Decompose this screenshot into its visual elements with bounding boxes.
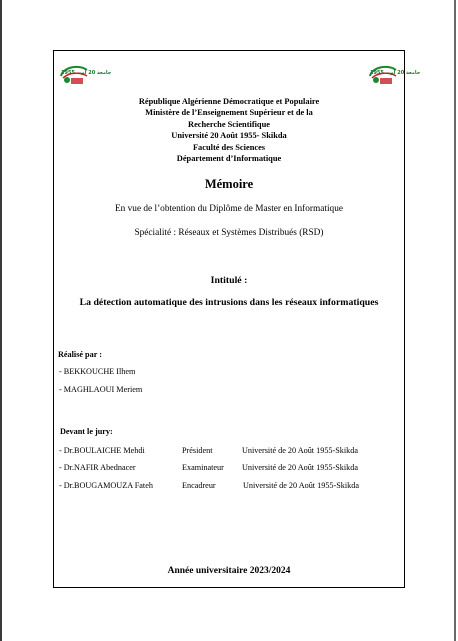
jury-member-role: Encadreur (182, 481, 216, 490)
jury-member-affiliation: Université de 20 Août 1955-Skikda (243, 481, 359, 490)
institution-line: Université 20 Août 1955- Skikda (171, 131, 287, 141)
specialite-line: Spécialité : Réseaux et Systèmes Distribués (RSD) (134, 228, 324, 238)
obtention-line: En vue de l’obtention du Diplôme de Master en Informatique (115, 204, 343, 214)
page-edge-right (454, 0, 456, 641)
jury-label: Devant le jury: (60, 427, 113, 436)
institution-line: République Algérienne Démocratique et Populaire (138, 97, 320, 106)
institution-line: Faculté des Sciences (192, 142, 266, 152)
document-title: Mémoire (204, 177, 254, 191)
jury-member-role: Examinateur (182, 463, 224, 472)
jury-member-affiliation: Université de 20 Août 1955-Skikda (242, 446, 358, 455)
page-edge-left (0, 0, 2, 641)
institution-line: Département d’Informatique (176, 154, 282, 164)
jury-member-name: - Dr.BOUGAMOUZA Fateh (59, 481, 153, 490)
institution-block (53, 96, 405, 164)
jury-member-name: - Dr.BOULAICHE Mehdi (59, 446, 145, 455)
intitule-label: Intitulé : (210, 275, 248, 286)
university-logo-right-icon (366, 62, 421, 88)
author-name: - MAGHLAOUI Meriem (59, 385, 143, 394)
author-name: - BEKKOUCHE Ilhem (59, 367, 136, 376)
institution-line: Ministère de l’Enseignement Supérieur et de la (145, 108, 313, 118)
jury-member-affiliation: Université de 20 Août 1955-Skikda (242, 463, 358, 472)
logo-left-text: جامعة 20 أوت 1955 (61, 70, 112, 76)
institution-line: Recherche Scientifique (188, 119, 270, 129)
jury-member-role: Président (182, 446, 213, 455)
university-logo-left-icon (57, 62, 112, 88)
logo-right-text: جامعة 20 أوت 1955 (370, 70, 421, 76)
realise-label: Réalisé par : (58, 350, 102, 359)
thesis-title: La détection automatique des intrusions dans les réseaux informatiques (79, 297, 379, 308)
jury-member-name: - Dr.NAFIR Abednacer (59, 463, 136, 472)
academic-year: Année universitaire 2023/2024 (167, 566, 291, 576)
